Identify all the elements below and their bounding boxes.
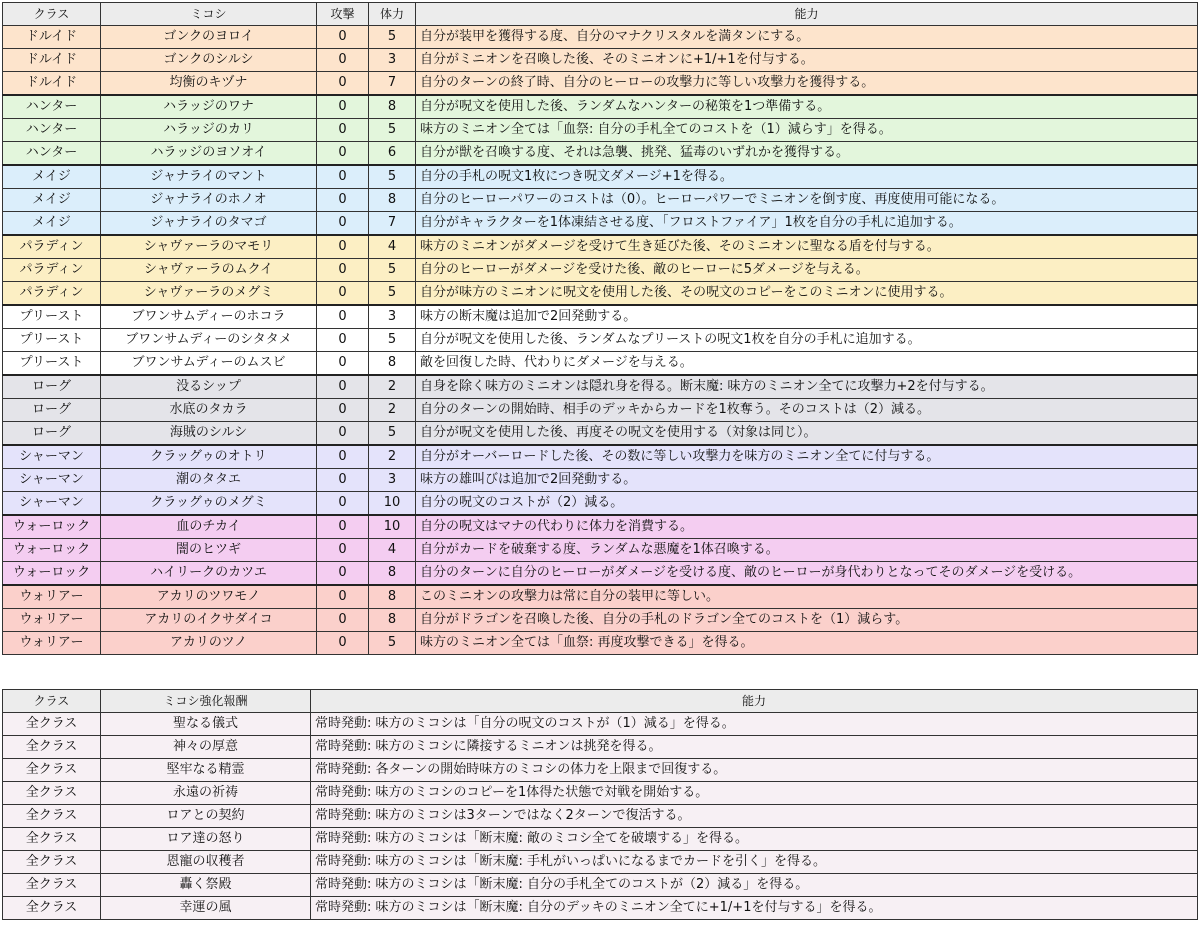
attack-cell: 0 bbox=[317, 95, 369, 119]
ability-cell: 常時発動: 各ターンの開始時味方のミコシの体力を上限まで回復する。 bbox=[311, 759, 1198, 782]
health-cell: 10 bbox=[369, 515, 416, 539]
reward-table-header bbox=[3, 690, 1198, 713]
health-cell: 3 bbox=[369, 469, 416, 492]
ability-cell: 味方のミニオン全ては「血祭: 再度攻撃できる」を得る。 bbox=[416, 632, 1198, 655]
attack-cell: 0 bbox=[317, 399, 369, 422]
mikoshi-name-cell: 血のチカイ bbox=[101, 515, 317, 539]
ability-cell: 常時発動: 味方のミコシは「断末魔: 手札がいっぱいになるまでカードを引く」を得る。 bbox=[311, 851, 1198, 874]
reward-name-cell: 幸運の風 bbox=[101, 897, 311, 920]
header-reward: ミコシ強化報酬 bbox=[101, 690, 311, 713]
ability-cell: 常時発動: 味方のミコシに隣接するミニオンは挑発を得る。 bbox=[311, 736, 1198, 759]
health-cell: 5 bbox=[369, 422, 416, 446]
table-row bbox=[3, 329, 1198, 352]
mikoshi-name-cell: ブワンサムディーのムスビ bbox=[101, 352, 317, 376]
health-cell: 4 bbox=[369, 235, 416, 259]
class-cell: 全クラス bbox=[3, 736, 101, 759]
ability-cell: 常時発動: 味方のミコシは「自分の呪文のコストが（1）減る」を得る。 bbox=[311, 713, 1198, 736]
ability-cell: 味方のミニオン全ては「血祭: 自分の手札全てのコストを（1）減らす」を得る。 bbox=[416, 119, 1198, 142]
health-cell: 2 bbox=[369, 445, 416, 469]
health-cell: 5 bbox=[369, 632, 416, 655]
mikoshi-name-cell: 水底のタカラ bbox=[101, 399, 317, 422]
class-cell: ウォーロック bbox=[3, 539, 101, 562]
mikoshi-reward-table bbox=[2, 689, 1198, 920]
ability-cell: 自分のヒーローがダメージを受けた後、敵のヒーローに5ダメージを与える。 bbox=[416, 259, 1198, 282]
class-cell: ハンター bbox=[3, 142, 101, 166]
mikoshi-name-cell: ゴンクのシルシ bbox=[101, 49, 317, 72]
header-class: クラス bbox=[3, 690, 101, 713]
header-class: クラス bbox=[3, 3, 101, 26]
attack-cell: 0 bbox=[317, 492, 369, 516]
class-cell: ドルイド bbox=[3, 49, 101, 72]
health-cell: 5 bbox=[369, 329, 416, 352]
attack-cell: 0 bbox=[317, 189, 369, 212]
ability-cell: 自分がカードを破棄する度、ランダムな悪魔を1体召喚する。 bbox=[416, 539, 1198, 562]
attack-cell: 0 bbox=[317, 422, 369, 446]
mikoshi-name-cell: アカリのツノ bbox=[101, 632, 317, 655]
ability-cell: 常時発動: 味方のミコシは「断末魔: 敵のミコシ全てを破壊する」を得る。 bbox=[311, 828, 1198, 851]
mikoshi-name-cell: ハラッジのカリ bbox=[101, 119, 317, 142]
mikoshi-name-cell: シャヴァーラのマモリ bbox=[101, 235, 317, 259]
header-health: 体力 bbox=[369, 3, 416, 26]
health-cell: 8 bbox=[369, 95, 416, 119]
health-cell: 6 bbox=[369, 142, 416, 166]
mikoshi-table bbox=[2, 2, 1198, 655]
class-cell: ドルイド bbox=[3, 72, 101, 96]
class-cell: ローグ bbox=[3, 375, 101, 399]
attack-cell: 0 bbox=[317, 562, 369, 586]
reward-name-cell: 堅牢なる精霊 bbox=[101, 759, 311, 782]
attack-cell: 0 bbox=[317, 469, 369, 492]
class-cell: パラディン bbox=[3, 282, 101, 306]
attack-cell: 0 bbox=[317, 329, 369, 352]
mikoshi-name-cell: シャヴァーラのムクイ bbox=[101, 259, 317, 282]
table-row bbox=[3, 562, 1198, 586]
reward-name-cell: 轟く祭殿 bbox=[101, 874, 311, 897]
health-cell: 3 bbox=[369, 305, 416, 329]
attack-cell: 0 bbox=[317, 515, 369, 539]
ability-cell: 自分のヒーローパワーのコストは（0）。ヒーローパワーでミニオンを倒す度、再度使用可能になる。 bbox=[416, 189, 1198, 212]
attack-cell: 0 bbox=[317, 305, 369, 329]
table-row bbox=[3, 585, 1198, 609]
attack-cell: 0 bbox=[317, 282, 369, 306]
class-cell: メイジ bbox=[3, 212, 101, 236]
table-row bbox=[3, 897, 1198, 920]
table-row bbox=[3, 212, 1198, 236]
mikoshi-name-cell: ハイリークのカツエ bbox=[101, 562, 317, 586]
attack-cell: 0 bbox=[317, 632, 369, 655]
health-cell: 4 bbox=[369, 539, 416, 562]
class-cell: 全クラス bbox=[3, 759, 101, 782]
mikoshi-name-cell: 海賊のシルシ bbox=[101, 422, 317, 446]
mikoshi-name-cell: ハラッジのヨソオイ bbox=[101, 142, 317, 166]
reward-name-cell: 恩寵の収穫者 bbox=[101, 851, 311, 874]
table-row bbox=[3, 782, 1198, 805]
table-row bbox=[3, 828, 1198, 851]
health-cell: 10 bbox=[369, 492, 416, 516]
class-cell: プリースト bbox=[3, 329, 101, 352]
table-row bbox=[3, 282, 1198, 306]
attack-cell: 0 bbox=[317, 352, 369, 376]
attack-cell: 0 bbox=[317, 585, 369, 609]
ability-cell: 自分の手札の呪文1枚につき呪文ダメージ+1を得る。 bbox=[416, 165, 1198, 189]
ability-cell: 自分のターンの開始時、相手のデッキからカードを1枚奪う。そのコストは（2）減る。 bbox=[416, 399, 1198, 422]
mikoshi-name-cell: ジャナライのマント bbox=[101, 165, 317, 189]
health-cell: 5 bbox=[369, 165, 416, 189]
class-cell: 全クラス bbox=[3, 782, 101, 805]
mikoshi-name-cell: シャヴァーラのメグミ bbox=[101, 282, 317, 306]
ability-cell: 常時発動: 味方のミコシのコピーを1体得た状態で対戦を開始する。 bbox=[311, 782, 1198, 805]
ability-cell: 自分のターンの終了時、自分のヒーローの攻撃力に等しい攻撃力を獲得する。 bbox=[416, 72, 1198, 96]
attack-cell: 0 bbox=[317, 119, 369, 142]
health-cell: 5 bbox=[369, 259, 416, 282]
ability-cell: 自身を除く味方のミニオンは隠れ身を得る。断末魔: 味方のミニオン全てに攻撃力+2を付与する。 bbox=[416, 375, 1198, 399]
ability-cell: 自分の呪文はマナの代わりに体力を消費する。 bbox=[416, 515, 1198, 539]
ability-cell: 常時発動: 味方のミコシは「断末魔: 自分の手札全てのコストが（2）減る」を得る。 bbox=[311, 874, 1198, 897]
table-row bbox=[3, 375, 1198, 399]
class-cell: 全クラス bbox=[3, 897, 101, 920]
ability-cell: 味方のミニオンがダメージを受けて生き延びた後、そのミニオンに聖なる盾を付与する。 bbox=[416, 235, 1198, 259]
table-row bbox=[3, 399, 1198, 422]
reward-name-cell: ロアとの契約 bbox=[101, 805, 311, 828]
table-row bbox=[3, 851, 1198, 874]
class-cell: メイジ bbox=[3, 165, 101, 189]
class-cell: ローグ bbox=[3, 422, 101, 446]
class-cell: シャーマン bbox=[3, 469, 101, 492]
class-cell: ウォリアー bbox=[3, 632, 101, 655]
class-cell: ウォリアー bbox=[3, 585, 101, 609]
table-row bbox=[3, 874, 1198, 897]
ability-cell: 常時発動: 味方のミコシは3ターンではなく2ターンで復活する。 bbox=[311, 805, 1198, 828]
mikoshi-name-cell: クラッグゥのメグミ bbox=[101, 492, 317, 516]
mikoshi-name-cell: ゴンクのヨロイ bbox=[101, 26, 317, 49]
mikoshi-name-cell: アカリのツワモノ bbox=[101, 585, 317, 609]
ability-cell: 常時発動: 味方のミコシは「断末魔: 自分のデッキのミニオン全てに+1/+1を付与する」を得る。 bbox=[311, 897, 1198, 920]
mikoshi-table-header bbox=[3, 3, 1198, 26]
health-cell: 8 bbox=[369, 189, 416, 212]
health-cell: 8 bbox=[369, 585, 416, 609]
ability-cell: このミニオンの攻撃力は常に自分の装甲に等しい。 bbox=[416, 585, 1198, 609]
attack-cell: 0 bbox=[317, 212, 369, 236]
attack-cell: 0 bbox=[317, 445, 369, 469]
table-row bbox=[3, 26, 1198, 49]
mikoshi-name-cell: 没るシップ bbox=[101, 375, 317, 399]
mikoshi-name-cell: ブワンサムディーのホコラ bbox=[101, 305, 317, 329]
table-row bbox=[3, 95, 1198, 119]
mikoshi-name-cell: ジャナライのホノオ bbox=[101, 189, 317, 212]
mikoshi-name-cell: ブワンサムディーのシタタメ bbox=[101, 329, 317, 352]
attack-cell: 0 bbox=[317, 26, 369, 49]
table-row bbox=[3, 609, 1198, 632]
table-row bbox=[3, 142, 1198, 166]
class-cell: ハンター bbox=[3, 119, 101, 142]
mikoshi-name-cell: 闇のヒツギ bbox=[101, 539, 317, 562]
health-cell: 7 bbox=[369, 72, 416, 96]
table-row bbox=[3, 713, 1198, 736]
class-cell: シャーマン bbox=[3, 492, 101, 516]
table-row bbox=[3, 119, 1198, 142]
ability-cell: 味方の雄叫びは追加で2回発動する。 bbox=[416, 469, 1198, 492]
ability-cell: 自分が獣を召喚する度、それは急襲、挑発、猛毒のいずれかを獲得する。 bbox=[416, 142, 1198, 166]
health-cell: 5 bbox=[369, 282, 416, 306]
class-cell: ドルイド bbox=[3, 26, 101, 49]
class-cell: プリースト bbox=[3, 305, 101, 329]
ability-cell: 自分が呪文を使用した後、ランダムなハンターの秘策を1つ準備する。 bbox=[416, 95, 1198, 119]
table-row bbox=[3, 469, 1198, 492]
table-row bbox=[3, 759, 1198, 782]
ability-cell: 自分が装甲を獲得する度、自分のマナクリスタルを満タンにする。 bbox=[416, 26, 1198, 49]
attack-cell: 0 bbox=[317, 235, 369, 259]
table-row bbox=[3, 736, 1198, 759]
mikoshi-name-cell: アカリのイクサダイコ bbox=[101, 609, 317, 632]
ability-cell: 敵を回復した時、代わりにダメージを与える。 bbox=[416, 352, 1198, 376]
table-row bbox=[3, 49, 1198, 72]
ability-cell: 自分のターンに自分のヒーローがダメージを受ける度、敵のヒーローが身代わりとなってそのダメージを受ける。 bbox=[416, 562, 1198, 586]
table-row bbox=[3, 805, 1198, 828]
table-row bbox=[3, 422, 1198, 446]
table-row bbox=[3, 515, 1198, 539]
attack-cell: 0 bbox=[317, 49, 369, 72]
ability-cell: 味方の断末魔は追加で2回発動する。 bbox=[416, 305, 1198, 329]
reward-name-cell: ロア達の怒り bbox=[101, 828, 311, 851]
ability-cell: 自分がミニオンを召喚した後、そのミニオンに+1/+1を付与する。 bbox=[416, 49, 1198, 72]
class-cell: メイジ bbox=[3, 189, 101, 212]
class-cell: パラディン bbox=[3, 259, 101, 282]
ability-cell: 自分が味方のミニオンに呪文を使用した後、その呪文のコピーをこのミニオンに使用する。 bbox=[416, 282, 1198, 306]
table-row bbox=[3, 632, 1198, 655]
mikoshi-name-cell: ハラッジのワナ bbox=[101, 95, 317, 119]
ability-cell: 自分がキャラクターを1体凍結させる度、「フロストファイア」1枚を自分の手札に追加する。 bbox=[416, 212, 1198, 236]
table-row bbox=[3, 189, 1198, 212]
health-cell: 5 bbox=[369, 119, 416, 142]
attack-cell: 0 bbox=[317, 165, 369, 189]
class-cell: 全クラス bbox=[3, 828, 101, 851]
header-ability: 能力 bbox=[311, 690, 1198, 713]
class-cell: 全クラス bbox=[3, 805, 101, 828]
attack-cell: 0 bbox=[317, 142, 369, 166]
health-cell: 2 bbox=[369, 399, 416, 422]
mikoshi-name-cell: クラッグゥのオトリ bbox=[101, 445, 317, 469]
ability-cell: 自分が呪文を使用した後、再度その呪文を使用する（対象は同じ）。 bbox=[416, 422, 1198, 446]
mikoshi-name-cell: 均衡のキヅナ bbox=[101, 72, 317, 96]
class-cell: シャーマン bbox=[3, 445, 101, 469]
header-attack: 攻撃 bbox=[317, 3, 369, 26]
table-row bbox=[3, 445, 1198, 469]
header-ability: 能力 bbox=[416, 3, 1198, 26]
health-cell: 5 bbox=[369, 26, 416, 49]
class-cell: 全クラス bbox=[3, 851, 101, 874]
health-cell: 2 bbox=[369, 375, 416, 399]
mikoshi-name-cell: 潮のタタエ bbox=[101, 469, 317, 492]
ability-cell: 自分がドラゴンを召喚した後、自分の手札のドラゴン全てのコストを（1）減らす。 bbox=[416, 609, 1198, 632]
reward-name-cell: 神々の厚意 bbox=[101, 736, 311, 759]
health-cell: 7 bbox=[369, 212, 416, 236]
class-cell: ウォーロック bbox=[3, 515, 101, 539]
table-row bbox=[3, 235, 1198, 259]
attack-cell: 0 bbox=[317, 72, 369, 96]
class-cell: ハンター bbox=[3, 95, 101, 119]
ability-cell: 自分が呪文を使用した後、ランダムなプリーストの呪文1枚を自分の手札に追加する。 bbox=[416, 329, 1198, 352]
attack-cell: 0 bbox=[317, 259, 369, 282]
header-mikoshi: ミコシ bbox=[101, 3, 317, 26]
attack-cell: 0 bbox=[317, 609, 369, 632]
table-row bbox=[3, 492, 1198, 516]
mikoshi-name-cell: ジャナライのタマゴ bbox=[101, 212, 317, 236]
table-row bbox=[3, 539, 1198, 562]
class-cell: プリースト bbox=[3, 352, 101, 376]
table-row bbox=[3, 72, 1198, 96]
class-cell: ウォリアー bbox=[3, 609, 101, 632]
table-row bbox=[3, 305, 1198, 329]
table-row bbox=[3, 165, 1198, 189]
ability-cell: 自分の呪文のコストが（2）減る。 bbox=[416, 492, 1198, 516]
health-cell: 3 bbox=[369, 49, 416, 72]
class-cell: 全クラス bbox=[3, 713, 101, 736]
table-row bbox=[3, 352, 1198, 376]
attack-cell: 0 bbox=[317, 375, 369, 399]
health-cell: 8 bbox=[369, 609, 416, 632]
class-cell: ローグ bbox=[3, 399, 101, 422]
class-cell: ウォーロック bbox=[3, 562, 101, 586]
ability-cell: 自分がオーバーロードした後、その数に等しい攻撃力を味方のミニオン全てに付与する。 bbox=[416, 445, 1198, 469]
reward-name-cell: 永遠の祈祷 bbox=[101, 782, 311, 805]
table-row bbox=[3, 259, 1198, 282]
class-cell: パラディン bbox=[3, 235, 101, 259]
attack-cell: 0 bbox=[317, 539, 369, 562]
health-cell: 8 bbox=[369, 562, 416, 586]
class-cell: 全クラス bbox=[3, 874, 101, 897]
reward-name-cell: 聖なる儀式 bbox=[101, 713, 311, 736]
health-cell: 8 bbox=[369, 352, 416, 376]
